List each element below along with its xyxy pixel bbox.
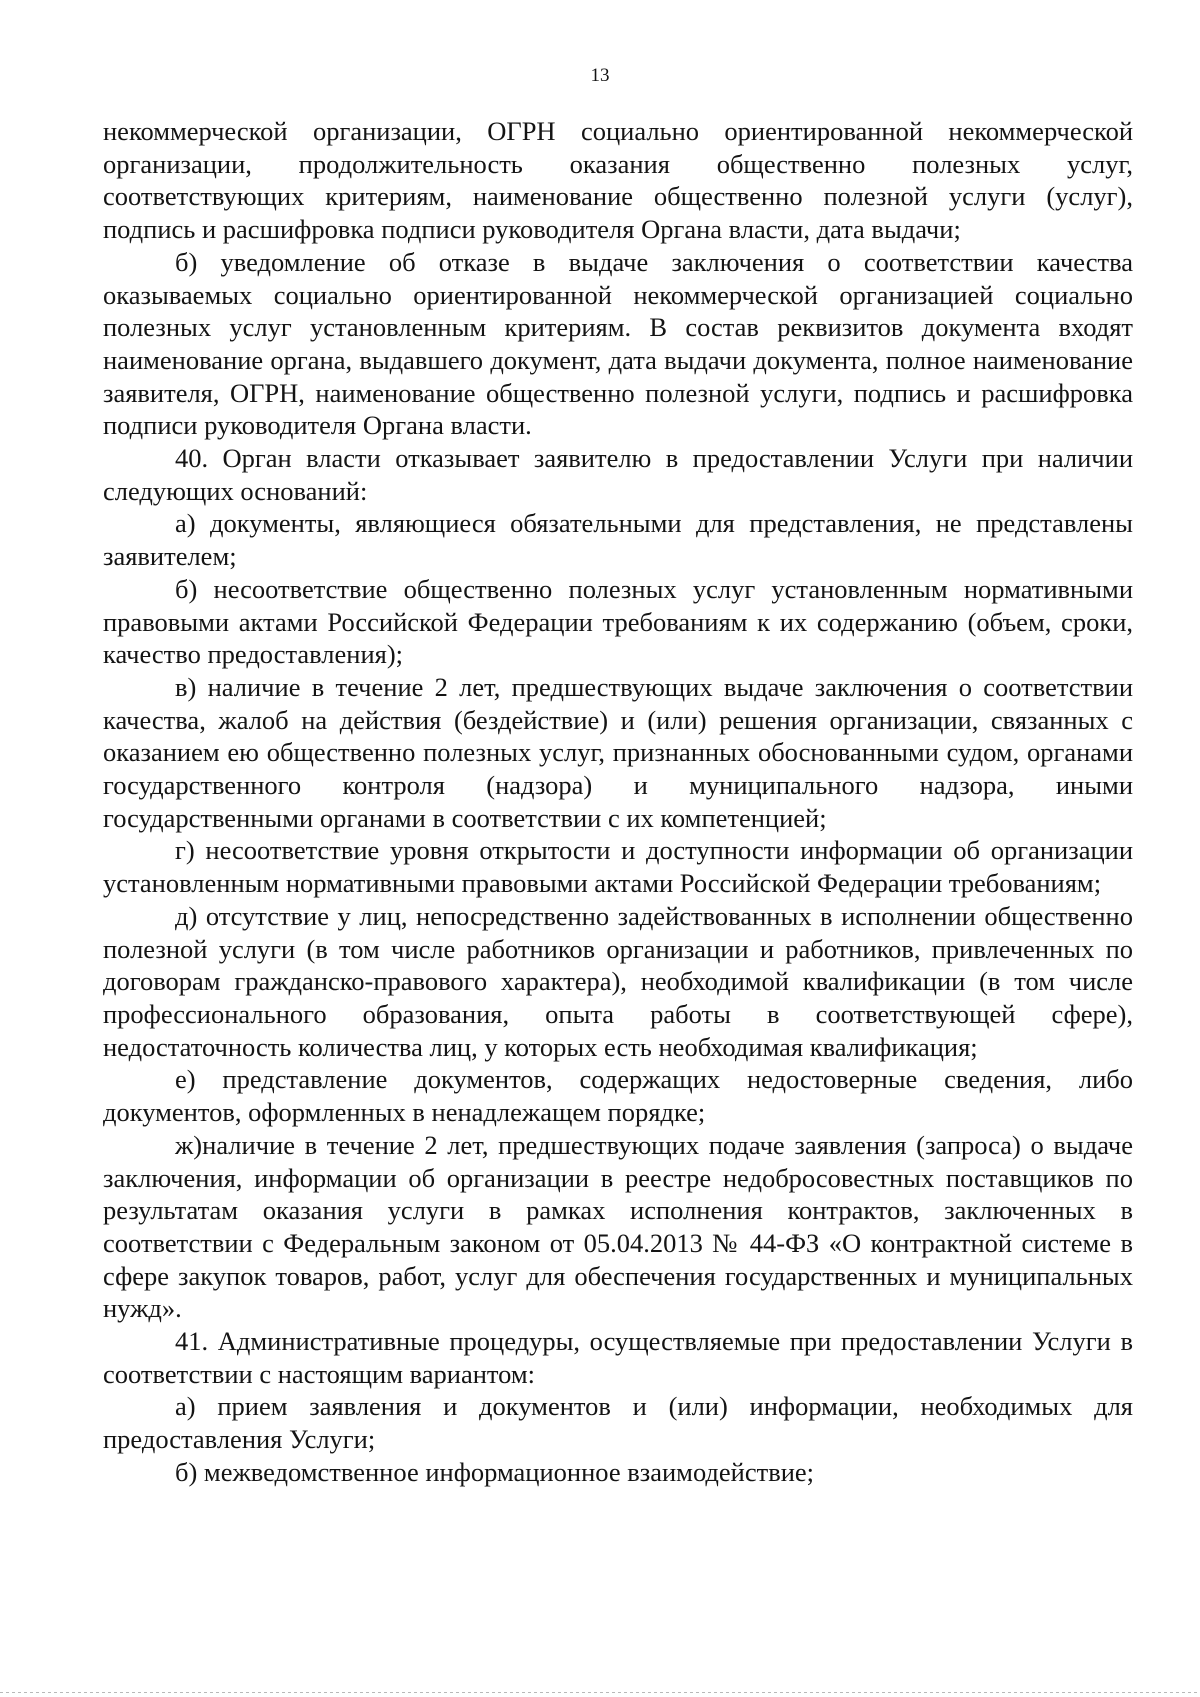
document-body	[103, 115, 1133, 1489]
paragraph: 41. Административные процедуры, осуществляемые при предоставлении Услуги в соответствии с настоящим вариантом:	[103, 1326, 1133, 1389]
paragraph: б) уведомление об отказе в выдаче заключения о соответствии качества оказываемых социально ориентированной некоммерческой организацией социально полезных услуг установленным критериям. В состав реквизитов документа входят наименование органа, выдавшего документ, дата выдачи документа, полное наименование заявителя, ОГРН, наименование общественно полезной услуги, подпись и расшифровка подписи руководителя Органа власти.	[103, 246, 1133, 441]
paragraph: ж)наличие в течение 2 лет, предшествующих подаче заявления (запроса) о выдаче заключения, информации об организации в реестре недобросовестных поставщиков по результатам оказания услуги в рамках исполнения контрактов, заключенных в соответствии с Федеральным законом от 05.04.2013 № 44-ФЗ «О контрактной системе в сфере закупок товаров, работ, услуг для обеспечения государственных и муниципальных нужд».	[103, 1129, 1133, 1324]
scan-edge-line	[0, 1692, 1200, 1693]
paragraph: б) несоответствие общественно полезных услуг установленным нормативными правовыми актами Российской Федерации требованиям к их содержанию (объем, сроки, качество предоставления);	[103, 573, 1133, 670]
paragraph: 40. Орган власти отказывает заявителю в предоставлении Услуги при наличии следующих оснований:	[103, 443, 1133, 506]
paragraph: е) представление документов, содержащих недостоверные сведения, либо документов, оформленных в ненадлежащем порядке;	[103, 1064, 1133, 1128]
paragraph: в) наличие в течение 2 лет, предшествующих выдаче заключения о соответствии качества, жалоб на действия (бездействие) и (или) решения организации, связанных с оказанием ею общественно полезных услуг, признанных обоснованными судом, органами государственного контроля (надзора) и муниципального надзора, иными государственными органами в соответствии с их компетенцией;	[103, 671, 1133, 833]
page-number: 13	[590, 65, 610, 86]
paragraph: г) несоответствие уровня открытости и доступности информации об организации установленным нормативными правовыми актами Российской Федерации требованиям;	[103, 835, 1133, 899]
paragraph: д) отсутствие у лиц, непосредственно задействованных в исполнении общественно полезной услуги (в том числе работников организации и работников, привлеченных по договорам гражданско-правового характера), необходимой квалификации (в том числе профессионального образования, опыта работы в соответствующей сфере), недостаточность количества лиц, у которых есть необходимая квалификация;	[103, 900, 1133, 1062]
paragraph: а) документы, являющиеся обязательными для представления, не представлены заявителем;	[103, 508, 1133, 572]
paragraph: б) межведомственное информационное взаимодействие;	[175, 1456, 815, 1487]
paragraph: некоммерческой организации, ОГРН социально ориентированной некоммерческой организации, продолжительность оказания общественно полезных услуг, соответствующих критериям, наименование общественно полезной услуги (услуг), подпись и расшифровка подписи руководителя Органа власти, дата выдачи;	[103, 116, 1133, 245]
paragraph: а) прием заявления и документов и (или) информации, необходимых для предоставления Услуги;	[103, 1391, 1133, 1455]
